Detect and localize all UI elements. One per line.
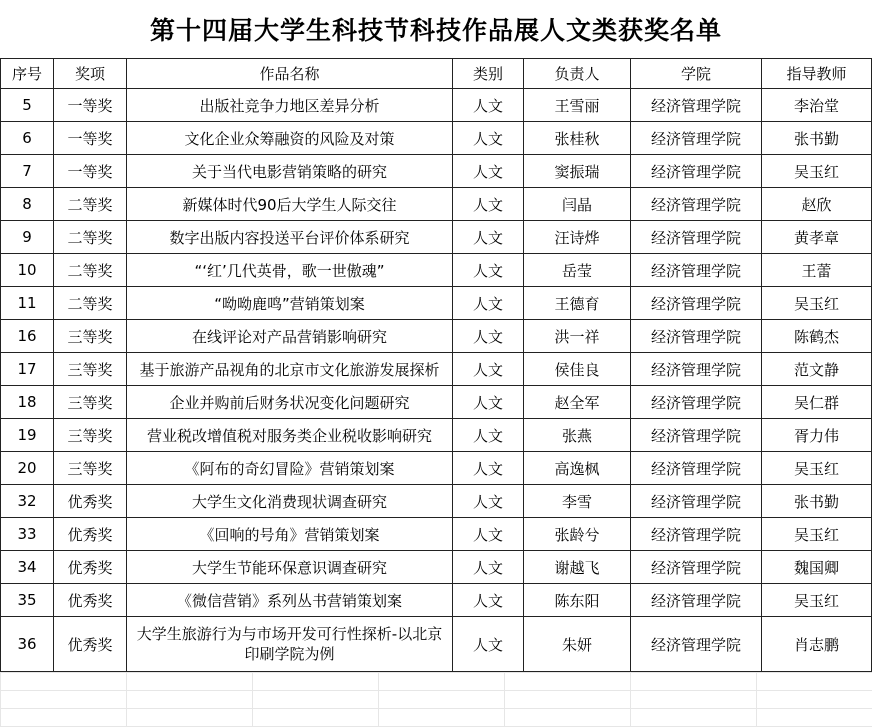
cell-no: 16 [1,320,54,353]
cell-leader: 闫晶 [524,188,631,221]
header-award: 奖项 [54,59,127,89]
cell-award: 二等奖 [54,254,127,287]
cell-leader: 王雪丽 [524,89,631,122]
cell-leader: 李雪 [524,485,631,518]
cell-award: 一等奖 [54,155,127,188]
empty-sheet-grid [0,672,872,727]
table-row [1,452,872,485]
cell-work-name: “‘红’几代英骨，歌一世傲魂” [127,254,453,287]
table-row [1,551,872,584]
table-row [1,386,872,419]
cell-advisor: 吴玉红 [762,584,872,617]
cell-award: 优秀奖 [54,485,127,518]
cell-category: 人文 [453,353,524,386]
cell-no: 34 [1,551,54,584]
table-row [1,485,872,518]
cell-advisor: 张书勤 [762,485,872,518]
cell-category: 人文 [453,188,524,221]
cell-work-name: 《阿布的奇幻冒险》营销策划案 [127,452,453,485]
cell-college: 经济管理学院 [631,386,762,419]
cell-college: 经济管理学院 [631,419,762,452]
cell-category: 人文 [453,122,524,155]
table-row [1,188,872,221]
header-row [1,59,872,89]
cell-leader: 张燕 [524,419,631,452]
cell-advisor: 范文静 [762,353,872,386]
cell-work-name: 《微信营销》系列丛书营销策划案 [127,584,453,617]
page-title: 第十四届大学生科技节科技作品展人文类获奖名单 [149,16,722,45]
cell-leader: 侯佳良 [524,353,631,386]
cell-no: 11 [1,287,54,320]
cell-leader: 赵全军 [524,386,631,419]
cell-leader: 窦振瑞 [524,155,631,188]
cell-work-name: 数字出版内容投送平台评价体系研究 [127,221,453,254]
cell-leader: 张桂秋 [524,122,631,155]
table-row [1,287,872,320]
cell-college: 经济管理学院 [631,584,762,617]
cell-work-name: 大学生旅游行为与市场开发可行性探析-以北京印刷学院为例 [127,617,453,672]
cell-leader: 高逸枫 [524,452,631,485]
cell-category: 人文 [453,518,524,551]
header-college: 学院 [631,59,762,89]
cell-college: 经济管理学院 [631,122,762,155]
table-row [1,320,872,353]
cell-category: 人文 [453,287,524,320]
cell-work-name: 新媒体时代90后大学生人际交往 [127,188,453,221]
cell-category: 人文 [453,155,524,188]
awards-table [0,58,872,672]
cell-advisor: 吴仁群 [762,386,872,419]
cell-college: 经济管理学院 [631,551,762,584]
table-row [1,254,872,287]
cell-work-name: 大学生节能环保意识调查研究 [127,551,453,584]
cell-advisor: 张书勤 [762,122,872,155]
cell-college: 经济管理学院 [631,221,762,254]
cell-advisor: 吴玉红 [762,155,872,188]
cell-award: 一等奖 [54,122,127,155]
cell-college: 经济管理学院 [631,254,762,287]
cell-college: 经济管理学院 [631,617,762,672]
table-row [1,584,872,617]
table-row [1,419,872,452]
cell-advisor: 吴玉红 [762,452,872,485]
cell-work-name: 基于旅游产品视角的北京市文化旅游发展探析 [127,353,453,386]
cell-no: 5 [1,89,54,122]
cell-leader: 王德育 [524,287,631,320]
cell-work-name: 企业并购前后财务状况变化问题研究 [127,386,453,419]
cell-leader: 陈东阳 [524,584,631,617]
cell-award: 三等奖 [54,353,127,386]
cell-advisor: 李治堂 [762,89,872,122]
table-row [1,353,872,386]
cell-leader: 汪诗烨 [524,221,631,254]
cell-leader: 张龄兮 [524,518,631,551]
header-advisor: 指导教师 [762,59,872,89]
cell-advisor: 陈鹤杰 [762,320,872,353]
cell-award: 优秀奖 [54,584,127,617]
cell-no: 35 [1,584,54,617]
cell-no: 19 [1,419,54,452]
cell-work-name: 关于当代电影营销策略的研究 [127,155,453,188]
cell-award: 优秀奖 [54,551,127,584]
cell-category: 人文 [453,419,524,452]
table-row [1,122,872,155]
cell-no: 36 [1,617,54,672]
cell-work-name: 在线评论对产品营销影响研究 [127,320,453,353]
cell-award: 二等奖 [54,188,127,221]
cell-leader: 朱妍 [524,617,631,672]
cell-award: 二等奖 [54,221,127,254]
cell-advisor: 黄孝章 [762,221,872,254]
cell-college: 经济管理学院 [631,353,762,386]
cell-award: 优秀奖 [54,518,127,551]
table-row [1,221,872,254]
cell-award: 三等奖 [54,386,127,419]
cell-college: 经济管理学院 [631,287,762,320]
table-row [1,518,872,551]
cell-category: 人文 [453,617,524,672]
cell-advisor: 王蕾 [762,254,872,287]
cell-advisor: 吴玉红 [762,287,872,320]
cell-college: 经济管理学院 [631,518,762,551]
cell-work-name: 《回响的号角》营销策划案 [127,518,453,551]
cell-category: 人文 [453,584,524,617]
header-category: 类别 [453,59,524,89]
cell-advisor: 赵欣 [762,188,872,221]
cell-category: 人文 [453,452,524,485]
cell-work-name: 出版社竞争力地区差异分析 [127,89,453,122]
cell-work-name: “呦呦鹿鸣”营销策划案 [127,287,453,320]
cell-award: 三等奖 [54,452,127,485]
cell-college: 经济管理学院 [631,485,762,518]
cell-no: 9 [1,221,54,254]
cell-category: 人文 [453,320,524,353]
cell-category: 人文 [453,89,524,122]
cell-award: 优秀奖 [54,617,127,672]
header-leader: 负责人 [524,59,631,89]
cell-award: 二等奖 [54,287,127,320]
cell-college: 经济管理学院 [631,188,762,221]
cell-work-name: 文化企业众筹融资的风险及对策 [127,122,453,155]
cell-category: 人文 [453,221,524,254]
cell-college: 经济管理学院 [631,320,762,353]
table-row [1,617,872,672]
cell-category: 人文 [453,551,524,584]
header-no: 序号 [1,59,54,89]
cell-award: 一等奖 [54,89,127,122]
cell-no: 8 [1,188,54,221]
cell-no: 32 [1,485,54,518]
cell-college: 经济管理学院 [631,155,762,188]
cell-work-name: 大学生文化消费现状调查研究 [127,485,453,518]
cell-no: 17 [1,353,54,386]
cell-advisor: 吴玉红 [762,518,872,551]
header-work-name: 作品名称 [127,59,453,89]
cell-work-name: 营业税改增值税对服务类企业税收影响研究 [127,419,453,452]
cell-leader: 洪一祥 [524,320,631,353]
cell-no: 18 [1,386,54,419]
table-row [1,155,872,188]
table-row [1,89,872,122]
cell-college: 经济管理学院 [631,452,762,485]
cell-advisor: 肖志鹏 [762,617,872,672]
cell-award: 三等奖 [54,419,127,452]
cell-leader: 岳莹 [524,254,631,287]
cell-college: 经济管理学院 [631,89,762,122]
cell-no: 10 [1,254,54,287]
cell-no: 20 [1,452,54,485]
cell-award: 三等奖 [54,320,127,353]
cell-category: 人文 [453,485,524,518]
cell-no: 6 [1,122,54,155]
cell-no: 7 [1,155,54,188]
cell-advisor: 魏国卿 [762,551,872,584]
cell-advisor: 胥力伟 [762,419,872,452]
cell-leader: 谢越飞 [524,551,631,584]
cell-no: 33 [1,518,54,551]
cell-category: 人文 [453,254,524,287]
cell-category: 人文 [453,386,524,419]
